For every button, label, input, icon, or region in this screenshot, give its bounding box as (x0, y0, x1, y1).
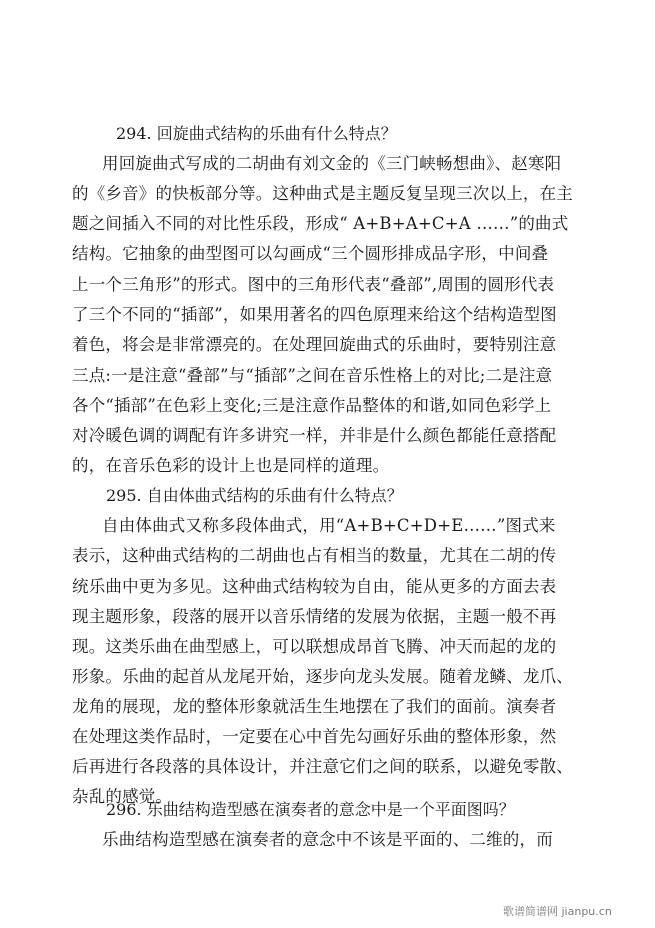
site-watermark: 歌谱简谱网 jianpu.cn (503, 905, 612, 918)
paragraph-line: 三点:一是注意“叠部”与“插部”之间在音乐性格上的对比;二是注意 (72, 366, 553, 385)
paragraph-line: 了三个不同的“插部”，如果用著名的四色原理来给这个结构造型图 (72, 305, 557, 324)
paragraph-line: 表示，这种曲式结构的二胡曲也占有相当的数量，尤其在二胡的传 (72, 546, 557, 565)
question-295-heading: 295. 自由体曲式结构的乐曲有什么特点？ (106, 486, 403, 505)
paragraph-line: 在处理这类作品时，一定要在心中首先勾画好乐曲的整体形象，然 (72, 727, 557, 746)
paragraph-line: 形象。乐曲的起首从龙尾开始，逐步向龙头发展。随着龙鳞、龙爪、 (72, 667, 573, 686)
paragraph-line: 杂乱的感觉。 (72, 787, 173, 806)
paragraph-line: 龙角的展现，龙的整体形象就活生生地摆在了我们的面前。演奏者 (72, 697, 557, 716)
paragraph-line: 后再进行各段落的具体设计，并注意它们之间的联系，以避免零散、 (72, 757, 573, 776)
paragraph-line: 用回旋曲式写成的二胡曲有刘文金的《三门峡畅想曲》、赵寒阳 (102, 154, 562, 173)
question-296-heading: 296. 乐曲结构造型感在演奏者的意念中是一个平面图吗？ (106, 800, 515, 819)
paragraph-line: 着色，将会是非常漂亮的。在处理回旋曲式的乐曲时，要特别注意 (72, 335, 557, 354)
paragraph-line: 题之间插入不同的对比性乐段，形成“ A+B+A+C+A ……”的曲式 (72, 214, 569, 233)
paragraph-line: 上一个三角形”的形式。图中的三角形代表“叠部”,周围的圆形代表 (72, 275, 555, 294)
paragraph-line: 的，在音乐色彩的设计上也是同样的道理。 (72, 456, 390, 475)
paragraph-line: 结构。它抽象的曲型图可以勾画成“三个圆形排成品字形，中间叠 (72, 244, 549, 263)
paragraph-line: 自由体曲式又称多段体曲式，用“A+B+C+D+E……”图式来 (102, 516, 556, 535)
question-294-heading: 294. 回旋曲式结构的乐曲有什么特点？ (116, 124, 397, 143)
paragraph-line: 现。这类乐曲在曲型感上，可以联想成昂首飞腾、冲天而起的龙的 (72, 637, 557, 656)
paragraph-line: 统乐曲中更为多见。这种曲式结构较为自由，能从更多的方面去表 (72, 577, 557, 596)
paragraph-line: 对冷暖色调的调配有许多讲究一样，并非是什么颜色都能任意搭配 (72, 426, 557, 445)
paragraph-line: 各个“插部”在色彩上变化;三是注意作品整体的和谐,如同色彩学上 (72, 396, 552, 415)
paragraph-line: 乐曲结构造型感在演奏者的意念中不该是平面的、二维的，而 (102, 830, 553, 849)
paragraph-line: 现主题形象，段落的展开以音乐情绪的发展为依据，主题一般不再 (72, 607, 557, 626)
paragraph-line: 的《乡音》的快板部分等。这种曲式是主题反复呈现三次以上，在主 (72, 184, 573, 203)
